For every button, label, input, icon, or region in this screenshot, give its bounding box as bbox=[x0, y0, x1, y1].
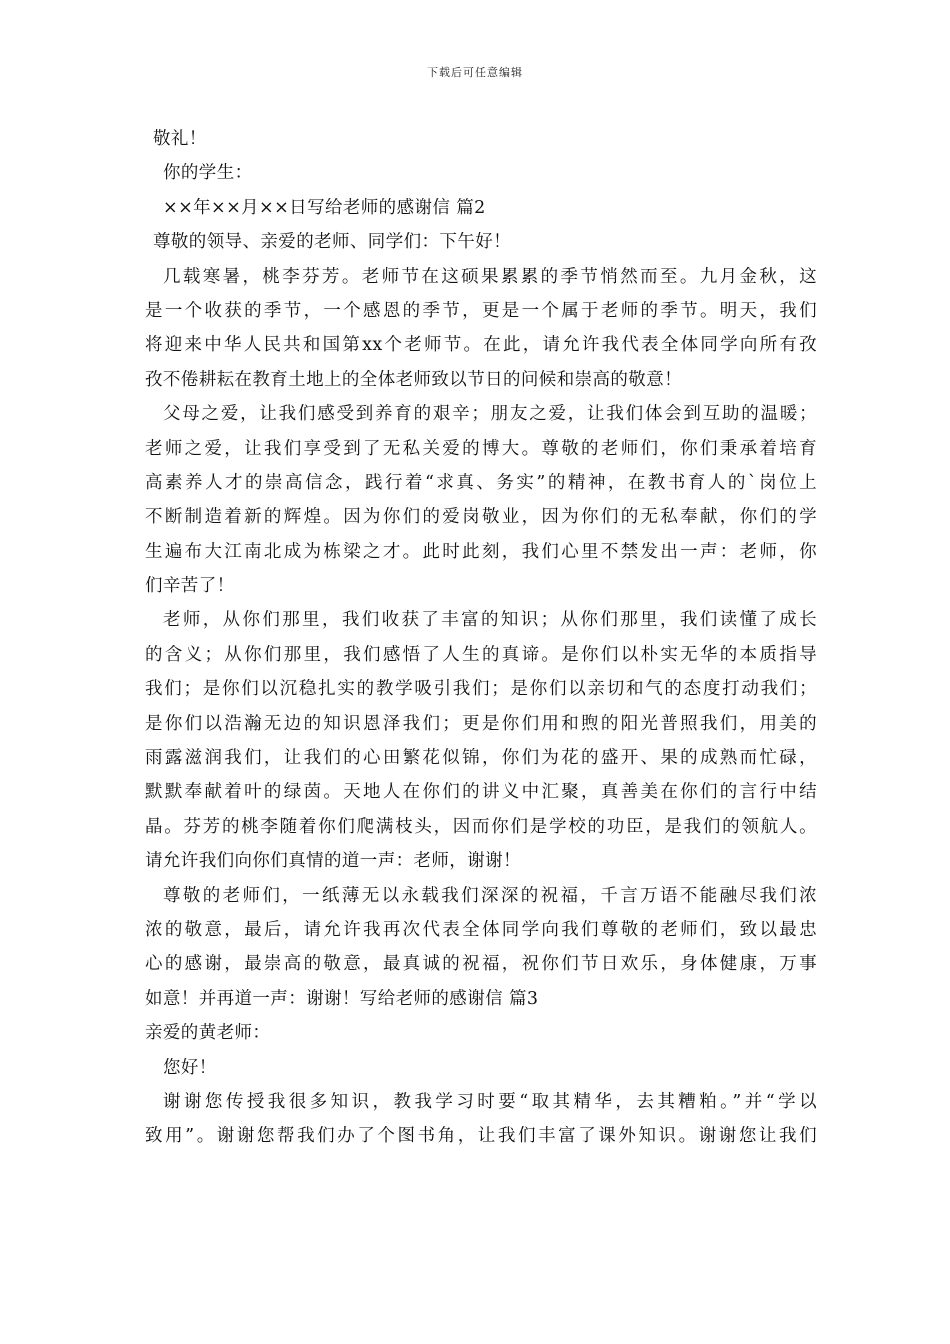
text-line: 您好！ bbox=[163, 1057, 217, 1078]
text-line: 老师之爱，让我们享受到了无私关爱的博大。尊敬的老师们，你们秉承着培育 bbox=[145, 438, 817, 459]
text-line: 高素养人才的崇高信念，践行着“求真、务实”的精神，在教书育人的`岗位上 bbox=[145, 472, 817, 493]
text-line: 父母之爱，让我们感受到养育的艰辛；朋友之爱，让我们体会到互助的温暖； bbox=[163, 404, 817, 425]
text-line: 们辛苦了！ bbox=[145, 576, 235, 597]
text-line: 雨露滋润我们，让我们的心田繁花似锦，你们为花的盛开、果的成熟而忙碌， bbox=[145, 748, 817, 769]
page-header: 下载后可任意编辑 bbox=[427, 66, 523, 79]
text-line: 我们；是你们以沉稳扎实的教学吸引我们；是你们以亲切和气的态度打动我们； bbox=[145, 679, 817, 700]
text-line: 尊敬的领导、亲爱的老师、同学们：下午好！ bbox=[153, 232, 511, 253]
text-line: 孜不倦耕耘在教育土地上的全体老师致以节日的问候和崇高的敬意！ bbox=[145, 369, 682, 390]
text-line: 老师，从你们那里，我们收获了丰富的知识；从你们那里，我们读懂了成长 bbox=[163, 610, 817, 631]
text-line: 晶。芬芳的桃李随着你们爬满枝头，因而你们是学校的功臣，是我们的领航人。 bbox=[145, 816, 817, 837]
text-line: 几载寒暑，桃李芬芳。老师节在这硕果累累的季节悄然而至。九月金秋，这 bbox=[163, 266, 817, 287]
text-line: 浓的敬意，最后，请允许我再次代表全体同学向我们尊敬的老师们，致以最忠 bbox=[145, 919, 817, 940]
text-line: 不断制造着新的辉煌。因为你们的爱岗敬业，因为你们的无私奉献，你们的学 bbox=[145, 507, 817, 528]
text-line: 的含义；从你们那里，我们感悟了人生的真谛。是你们以朴实无华的本质指导 bbox=[145, 644, 817, 665]
text-line: ××年××月××日写给老师的感谢信 篇2 bbox=[163, 197, 486, 218]
text-line: 默默奉献着叶的绿茵。天地人在你们的讲义中汇聚，真善美在你们的言行中结 bbox=[145, 782, 817, 803]
text-line: 亲爱的黄老师： bbox=[145, 1023, 271, 1044]
text-line: 尊敬的老师们，一纸薄无以永载我们深深的祝福，千言万语不能融尽我们浓 bbox=[163, 885, 817, 906]
text-line: 如意！并再道一声：谢谢！写给老师的感谢信 篇3 bbox=[145, 988, 539, 1009]
text-line: 请允许我们向你们真情的道一声：老师，谢谢！ bbox=[145, 851, 521, 872]
text-line: 是一个收获的季节，一个感恩的季节，更是一个属于老师的季节。明天，我们 bbox=[145, 300, 817, 321]
text-line: 生遍布大江南北成为栋梁之才。此时此刻，我们心里不禁发出一声：老师，你 bbox=[145, 541, 817, 562]
text-line: 致用”。谢谢您帮我们办了个图书角，让我们丰富了课外知识。谢谢您让我们 bbox=[145, 1126, 817, 1147]
text-line: 谢谢您传授我很多知识，教我学习时要“取其精华，去其糟粕。”并“学以 bbox=[163, 1091, 817, 1112]
text-line: 你的学生： bbox=[163, 163, 253, 184]
text-line: 心的感谢，最崇高的敬意，最真诚的祝福，祝你们节日欢乐，身体健康，万事 bbox=[145, 954, 817, 975]
text-line: 敬礼！ bbox=[153, 129, 207, 149]
text-line: 将迎来中华人民共和国第xx个老师节。在此，请允许我代表全体同学向所有孜 bbox=[145, 335, 817, 356]
document-body bbox=[145, 122, 817, 1154]
text-line: 是你们以浩瀚无边的知识恩泽我们；更是你们用和煦的阳光普照我们，用美的 bbox=[145, 713, 817, 734]
